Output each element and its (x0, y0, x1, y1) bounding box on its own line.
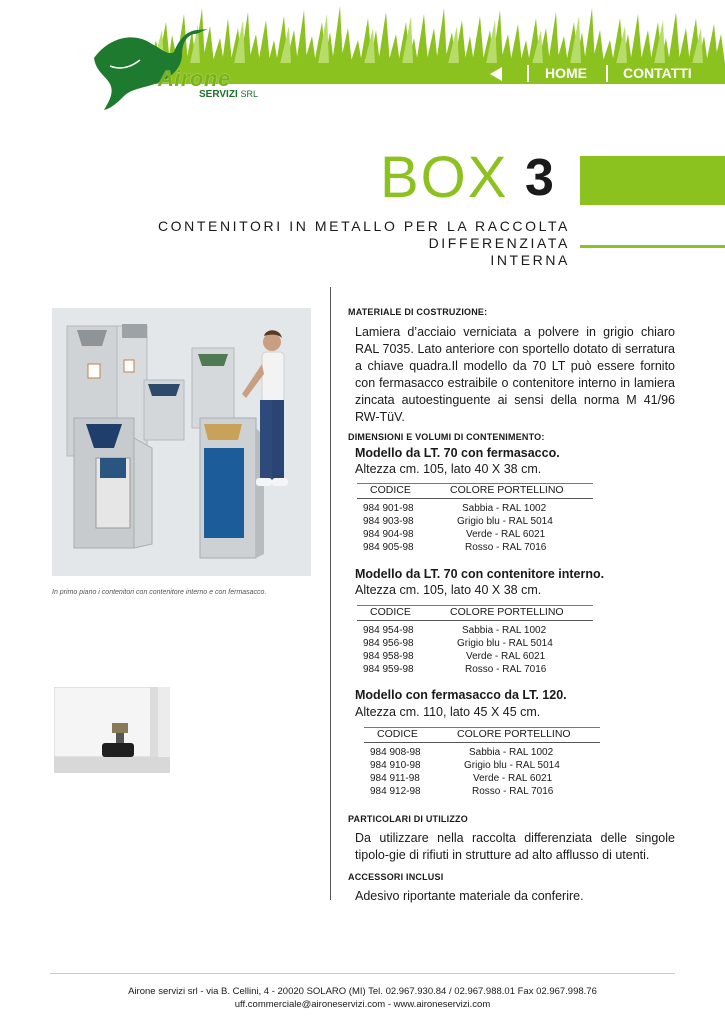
col-code-header: CODICE (370, 484, 411, 496)
table-row (357, 542, 593, 555)
title-accent-bar (580, 156, 725, 205)
code-cell: 984 901-98 (363, 503, 414, 514)
footer-address: Airone servizi srl - via B. Cellini, 4 - 20020 SOLARO (MI) Tel. 02.967.930.84 / 02.967.988.01 Fax 02.967.998.76 (128, 986, 597, 997)
color-cell: Verde - RAL 6021 (473, 773, 553, 784)
accessories-heading: ACCESSORI INCLUSI (348, 872, 444, 882)
col-code-header: CODICE (370, 606, 411, 618)
materials-text: Lamiera d’acciaio verniciata a polvere in grigio chiaro RAL 7035. Lato anteriore con sportello dotato di serratura a chiave quadra.Il modello da 70 LT può essere fornito con fermasacco estraibile o contenitore interno in lamiera zincata autoestinguente ai sensi della norma M 41/96 RW-TüV. (355, 325, 675, 424)
code-cell: 984 958-98 (363, 651, 414, 662)
table-body (364, 747, 600, 799)
nav-separator (527, 65, 529, 82)
table-body (357, 503, 593, 555)
code-cell: 984 910-98 (370, 760, 421, 771)
dimensions-heading: DIMENSIONI E VOLUMI DI CONTENIMENTO: (348, 432, 545, 442)
table-row (357, 638, 593, 651)
brand-subtitle (199, 89, 258, 100)
color-cell: Sabbia - RAL 1002 (462, 503, 547, 514)
model-title: Modello da LT. 70 con fermasacco. (355, 446, 560, 460)
nav-home-link[interactable]: HOME (545, 65, 587, 81)
table-header (364, 728, 600, 743)
page-header (0, 0, 725, 120)
table-row (357, 651, 593, 664)
col-color-header: COLORE PORTELLINO (457, 728, 571, 740)
subtitle-line-1: CONTENITORI IN METALLO PER LA RACCOLTA DIFFERENZIATA (157, 218, 570, 251)
col-color-header: COLORE PORTELLINO (450, 484, 564, 496)
code-cell: 984 905-98 (363, 542, 414, 553)
model-dimensions: Altezza cm. 105, lato 40 X 38 cm. (355, 583, 542, 597)
usage-text: Da utilizzare nella raccolta differenziata delle singole tipolo-gie di rifiuti in strutture ad alto afflusso di utenti. (355, 831, 675, 862)
code-cell: 984 904-98 (363, 529, 414, 540)
product-table (357, 606, 593, 677)
brand-name: Airone (158, 66, 231, 91)
nav-contatti-link[interactable]: CONTATTI (623, 65, 692, 81)
product-table (357, 484, 593, 555)
table-header (357, 484, 593, 499)
table-row (357, 664, 593, 677)
title-word: BOX (380, 145, 509, 210)
col-color-header: COLORE PORTELLINO (450, 606, 564, 618)
color-cell: Sabbia - RAL 1002 (469, 747, 554, 758)
color-cell: Sabbia - RAL 1002 (462, 625, 547, 636)
product-table (364, 728, 600, 799)
accessories-text: Adesivo riportante materiale da conferire. (355, 889, 584, 903)
code-cell: 984 903-98 (363, 516, 414, 527)
page-title (380, 143, 554, 213)
back-arrow-icon[interactable] (490, 67, 502, 81)
color-cell: Grigio blu - RAL 5014 (457, 516, 553, 527)
code-cell: 984 954-98 (363, 625, 414, 636)
table-row (357, 503, 593, 516)
product-photo-illustration (52, 308, 311, 576)
page-footer (0, 985, 725, 1011)
nav-separator (606, 65, 608, 82)
product-photo (52, 308, 311, 576)
footer-rule (50, 973, 675, 974)
color-cell: Grigio blu - RAL 5014 (457, 638, 553, 649)
detail-photo-illustration (54, 687, 170, 773)
code-cell: 984 912-98 (370, 786, 421, 797)
title-number: 3 (525, 149, 554, 207)
color-cell: Rosso - RAL 7016 (472, 786, 554, 797)
color-cell: Verde - RAL 6021 (466, 651, 546, 662)
model-title: Modello da LT. 70 con contenitore interno. (355, 567, 605, 581)
column-divider (330, 287, 331, 900)
col-code-header: CODICE (377, 728, 418, 740)
code-cell: 984 959-98 (363, 664, 414, 675)
photo-caption: In primo piano i contenitori con contenitore interno e con fermasacco. (52, 589, 267, 596)
color-cell: Rosso - RAL 7016 (465, 664, 547, 675)
table-row (364, 747, 600, 760)
code-cell: 984 956-98 (363, 638, 414, 649)
color-cell: Grigio blu - RAL 5014 (464, 760, 560, 771)
color-cell: Rosso - RAL 7016 (465, 542, 547, 553)
table-row (357, 625, 593, 638)
brand-suffix: SRL (240, 89, 259, 99)
subtitle-line-2: INTERNA (490, 252, 570, 268)
brand-sub: SERVIZI (199, 89, 238, 100)
table-row (364, 773, 600, 786)
footer-contacts: uff.commerciale@aironeservizi.com - www.aironeservizi.com (234, 999, 491, 1010)
page-subtitle (60, 218, 570, 269)
usage-heading: PARTICOLARI DI UTILIZZO (348, 814, 468, 824)
table-row (364, 786, 600, 799)
table-body (357, 625, 593, 677)
code-cell: 984 911-98 (370, 773, 420, 784)
materials-heading: MATERIALE DI COSTRUZIONE: (348, 307, 488, 317)
code-cell: 984 908-98 (370, 747, 421, 758)
model-dimensions: Altezza cm. 110, lato 45 X 45 cm. (355, 705, 541, 719)
table-row (364, 760, 600, 773)
model-title: Modello con fermasacco da LT. 120. (355, 688, 567, 702)
table-row (357, 516, 593, 529)
subtitle-accent-line (580, 245, 725, 248)
model-dimensions: Altezza cm. 105, lato 40 X 38 cm. (355, 462, 542, 476)
table-header (357, 606, 593, 621)
color-cell: Verde - RAL 6021 (466, 529, 546, 540)
detail-photo (54, 687, 170, 773)
table-row (357, 529, 593, 542)
